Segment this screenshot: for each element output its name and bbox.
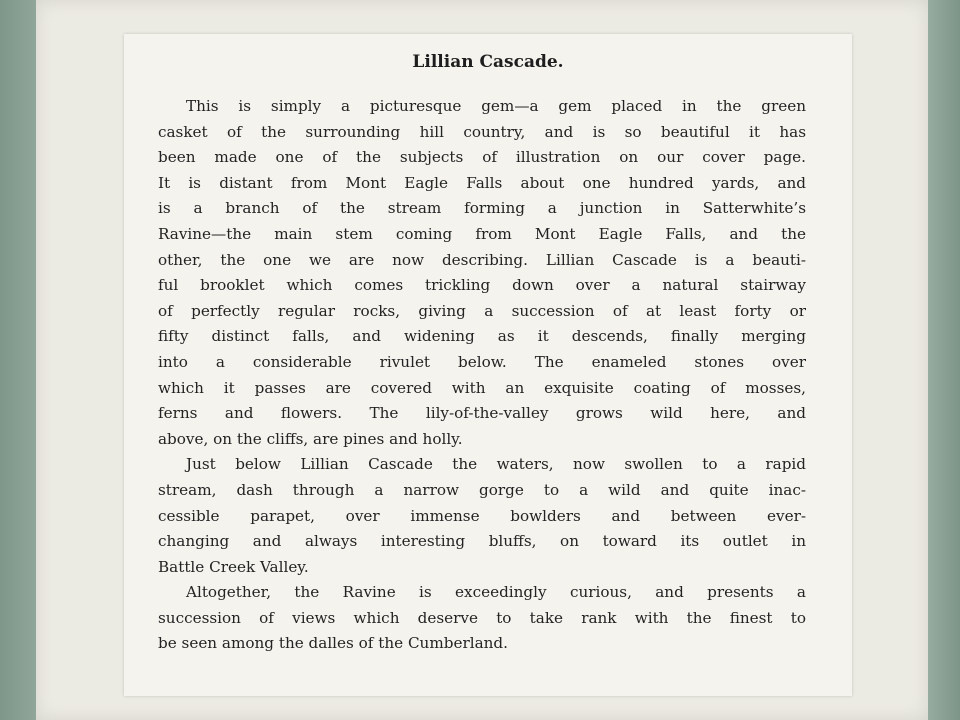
text-line: into a considerable rivulet below. The enameled stones over: [158, 352, 806, 371]
text-line: Battle Creek Valley.: [158, 557, 309, 576]
article-title: Lillian Cascade.: [412, 52, 564, 72]
article-body: [158, 94, 806, 657]
text-line: succession of views which deserve to take rank with the finest to: [158, 608, 806, 627]
newspaper-clipping: [124, 34, 852, 696]
text-line: above, on the cliffs, are pines and holly.: [158, 429, 463, 448]
text-line: cessible parapet, over immense bowlders and between ever-: [158, 506, 806, 525]
text-line: ferns and flowers. The lily-of-the-valley grows wild here, and: [158, 404, 806, 423]
text-line: be seen among the dalles of the Cumberland.: [158, 634, 508, 653]
text-line: fifty distinct falls, and widening as it descends, finally merging: [158, 327, 806, 346]
text-line: Ravine—the main stem coming from Mont Eagle Falls, and the: [158, 224, 806, 243]
text-line: Altogether, the Ravine is exceedingly curious, and presents a: [186, 583, 806, 602]
text-line: Just below Lillian Cascade the waters, now swollen to a rapid: [186, 455, 806, 474]
text-line: of perfectly regular rocks, giving a succession of at least forty or: [158, 301, 806, 320]
text-line: stream, dash through a narrow gorge to a wild and quite inac-: [158, 480, 806, 499]
text-line: casket of the surrounding hill country, and is so beautiful it has: [158, 122, 806, 141]
text-line: been made one of the subjects of illustration on our cover page.: [158, 148, 806, 167]
text-line: changing and always interesting bluffs, on toward its outlet in: [158, 532, 806, 551]
text-line: other, the one we are now describing. Lillian Cascade is a beauti-: [158, 250, 806, 269]
text-line: It is distant from Mont Eagle Falls about one hundred yards, and: [158, 173, 806, 192]
text-line: ful brooklet which comes trickling down over a natural stairway: [158, 276, 806, 295]
text-line: This is simply a picturesque gem—a gem placed in the green: [186, 97, 806, 115]
text-line: which it passes are covered with an exquisite coating of mosses,: [158, 378, 806, 397]
text-line: is a branch of the stream forming a junction in Satterwhite’s: [158, 199, 806, 218]
